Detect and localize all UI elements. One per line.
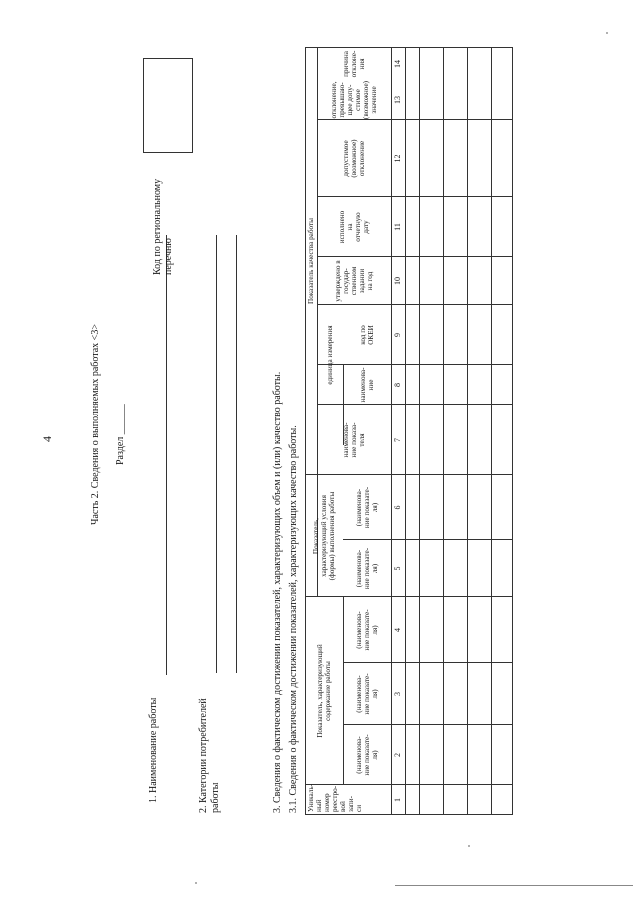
col-number: 14 [393, 60, 402, 68]
col-unique-header: Уникаль- ный номер реестро- вой запи- си [307, 783, 363, 812]
work-name-label: 1. Наименование работы [148, 697, 159, 803]
col-reason-header: причина отклоне- ния [342, 50, 366, 78]
col-number: 13 [393, 96, 402, 104]
col-number: 8 [393, 383, 402, 387]
col-number: 6 [393, 505, 402, 510]
col-number: 7 [393, 438, 402, 442]
scan-speck [195, 882, 197, 884]
group-conditions-header: Показатель, характеризующий условия (формы) выполнения работы [312, 491, 336, 581]
scan-speck [468, 845, 470, 847]
col-number: 5 [393, 566, 402, 571]
col-number: 2 [393, 753, 402, 757]
col-allowed-header: допустимое (возможное) отклонение [342, 139, 366, 178]
part-title: Часть 2. Сведения о выполняемых работах <3> [90, 324, 101, 525]
group-unit-header: единица измерения [326, 325, 334, 385]
consumers-line-1 [216, 235, 217, 673]
section-label: Раздел ______ [115, 404, 126, 465]
sub-indicator-name: (наименова- ние показате- ля) [355, 486, 379, 529]
sub-indicator-name: (наименова- ние показате- ля) [355, 734, 379, 776]
regional-code-box [143, 58, 193, 153]
col-okei-header: код по ОКЕИ [359, 325, 375, 345]
col-executed-header: исполнено на отчетную дату [338, 210, 370, 244]
col-number: 12 [393, 154, 402, 163]
col-approved-header: утверждено в государ- ственном задании на год [334, 260, 374, 302]
scan-artifact-line [395, 885, 633, 886]
col-number: 9 [393, 333, 402, 337]
consumers-label-2: работы [210, 782, 221, 813]
col-name-indicator-header: наименова- ние показа- теля [342, 422, 366, 458]
col-exceeding-header: отклонение, превышаю- щее допу- стимое (возможное) значение [330, 80, 378, 120]
col-number: 11 [393, 223, 402, 231]
regional-code-label-2: перечню [163, 238, 174, 275]
col-number: 3 [393, 692, 402, 696]
col-number: 4 [393, 628, 402, 632]
section31-title: 3.1. Сведения о фактическом достижении показателей, характеризующих качество работы. [288, 425, 299, 813]
col-unit-name-header: наименова- ние [359, 367, 375, 403]
quality-table [305, 47, 513, 815]
work-name-line [166, 235, 167, 675]
regional-code-label: Код по региональному [152, 178, 163, 275]
col-number: 10 [393, 277, 402, 285]
sub-indicator-name: (наименова- ние показате- ля) [355, 673, 379, 715]
col-number: 1 [393, 798, 402, 802]
section3-title: 3. Сведения о фактическом достижении показателей, характеризующих объем и (или) качество работы. [272, 371, 283, 813]
sub-indicator-name: (наименова- ние показате- ля) [355, 547, 379, 590]
consumers-line-2 [236, 235, 237, 673]
scan-speck [606, 32, 608, 34]
group-quality-header: Показатель качества работы [307, 218, 315, 304]
page-number: 4 [40, 436, 54, 442]
sub-indicator-name: (наименова- ние показате- ля) [355, 609, 379, 651]
consumers-label: 2. Категории потребителей [198, 698, 209, 813]
group-content-header: Показатель, характеризующий содержание работы [316, 644, 332, 738]
